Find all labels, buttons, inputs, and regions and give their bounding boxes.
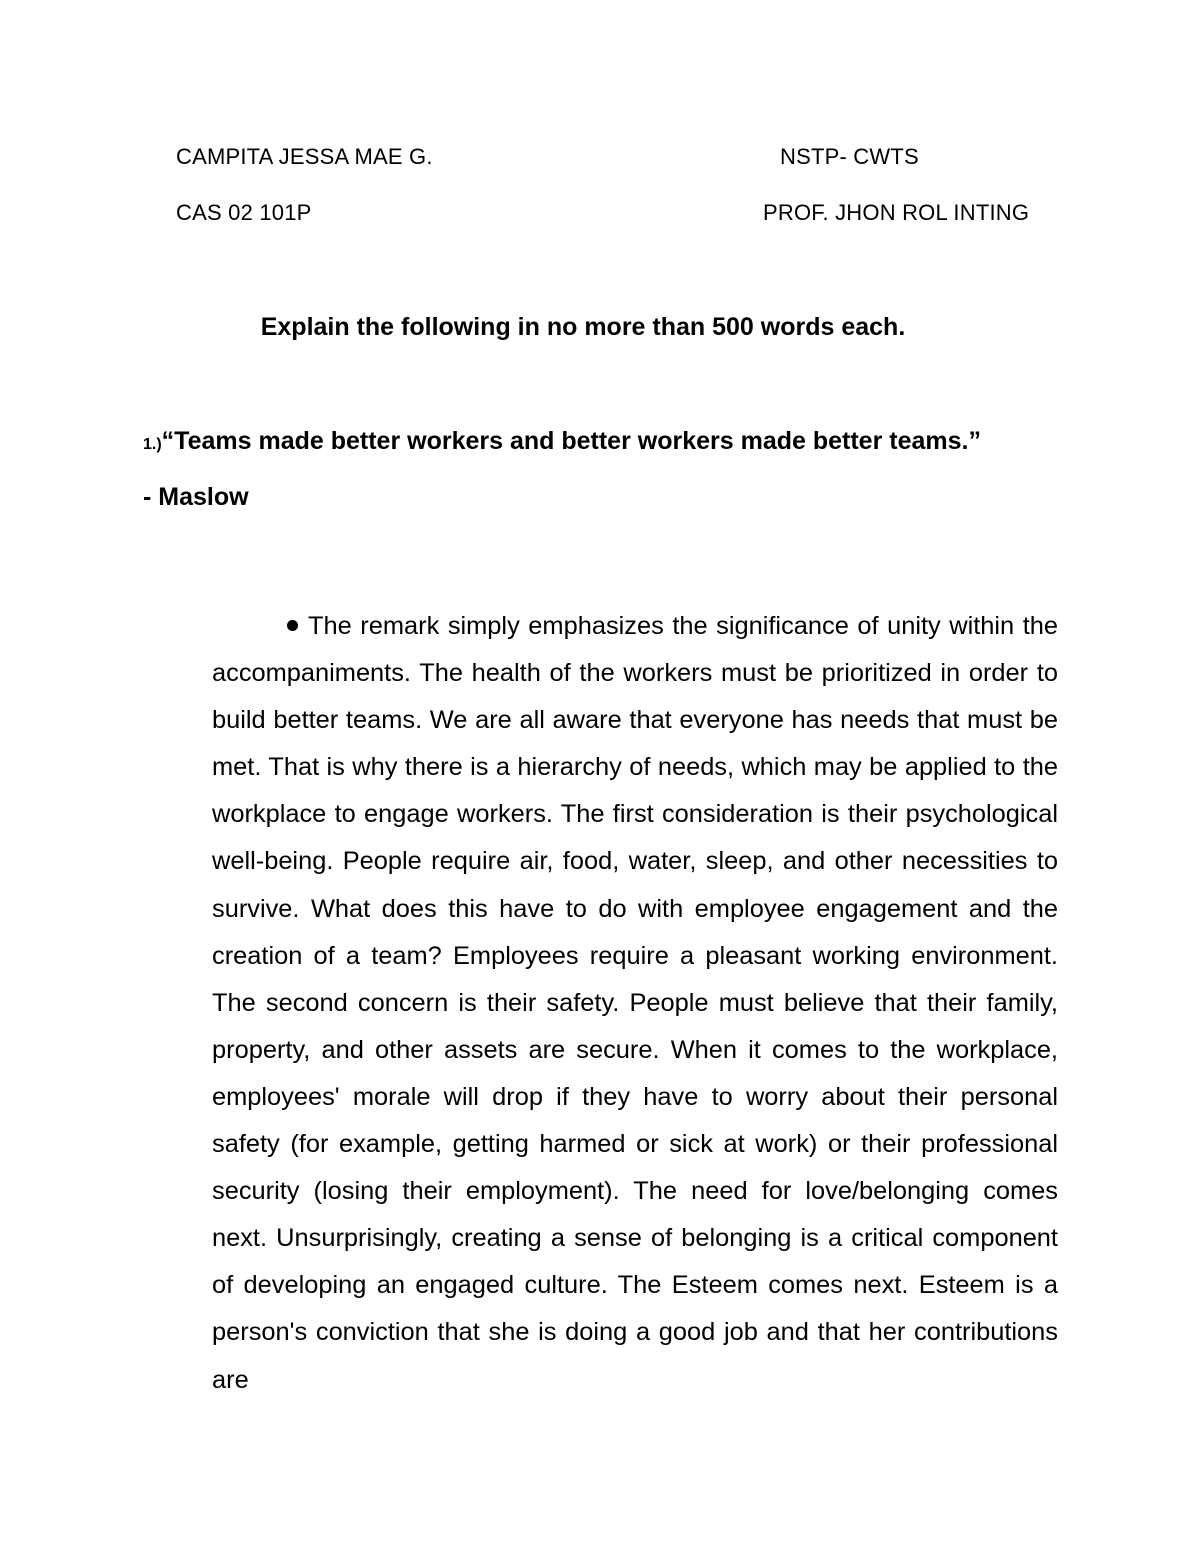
bullet-icon: [287, 620, 298, 631]
question-block: [143, 426, 1073, 512]
student-name: CAMPITA JESSA MAE G.: [176, 144, 433, 169]
answer-paragraph: [212, 603, 1058, 1404]
question-quote-line: [143, 426, 1073, 460]
course-subject: NSTP- CWTS: [780, 144, 919, 169]
question-author: - Maslow: [143, 483, 249, 511]
question-quote: “Teams made better workers and better workers made better teams.”: [161, 427, 981, 455]
answer-text: The remark simply emphasizes the significance of unity within the accompaniments. The health of the workers must be prioritized in order to build better teams. We are all aware that everyone has needs that must be met. That is why there is a hierarchy of needs, which may be applied to the workplace to engage workers. The first consideration is their psychological well-being. People require air, food, water, sleep, and other necessities to survive. What does this have to do with employee engagement and the creation of a team? Employees require a pleasant working environment. The second concern is their safety. People must believe that their family, property, and other assets are secure. When it comes to the workplace, employees' morale will drop if they have to worry about their personal safety (for example, getting harmed or sick at work) or their professional security (losing their employment). The need for love/belonging comes next. Unsurprisingly, creating a sense of belonging is a critical component of developing an engaged culture. The Esteem comes next. Esteem is a person's conviction that she is doing a good job and that her contributions are: [212, 612, 1058, 1394]
question-number: 1.): [143, 436, 162, 453]
section-code: CAS 02 101P: [176, 200, 312, 225]
instruction-heading: Explain the following in no more than 500 words each.: [260, 313, 906, 341]
professor-name: PROF. JHON ROL INTING: [763, 200, 1030, 225]
